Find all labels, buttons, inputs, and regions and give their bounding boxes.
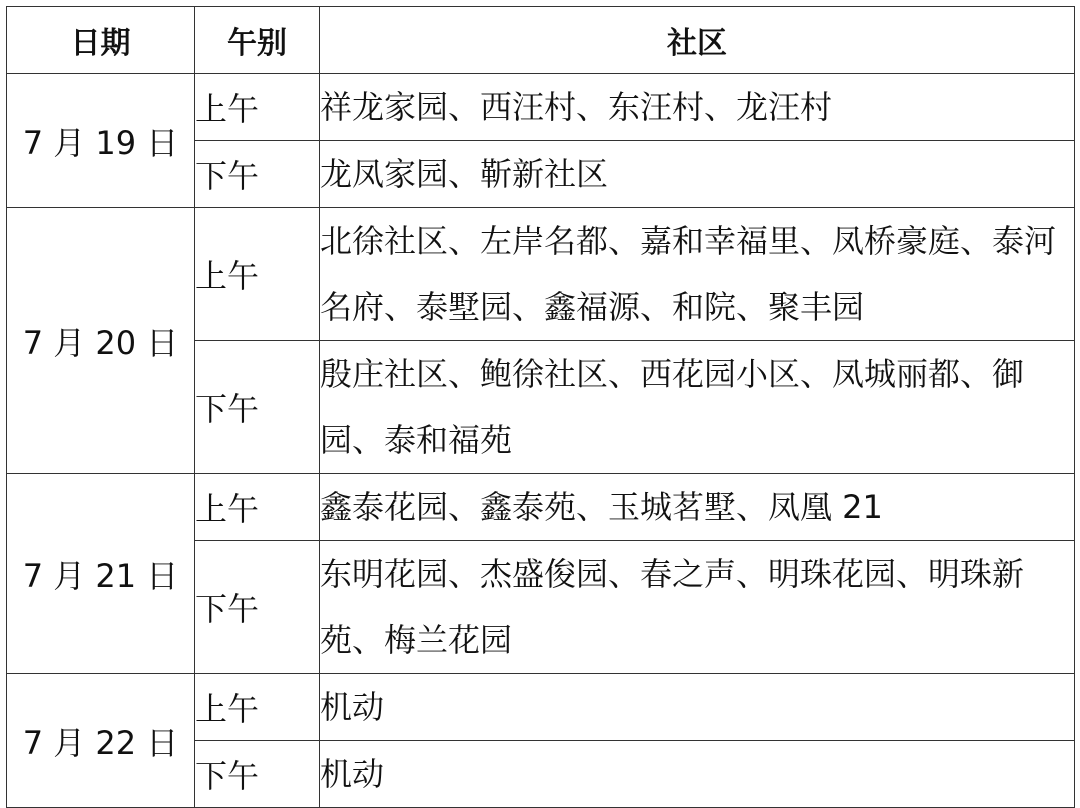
header-community: 社区 xyxy=(320,7,1075,74)
header-period: 午别 xyxy=(195,7,320,74)
date-cell: 7 月 22 日 xyxy=(7,674,195,808)
community-cell: 东明花园、杰盛俊园、春之声、明珠花园、明珠新苑、梅兰花园 xyxy=(320,541,1075,674)
date-cell: 7 月 21 日 xyxy=(7,474,195,674)
date-cell: 7 月 19 日 xyxy=(7,74,195,208)
header-row xyxy=(7,7,1075,74)
period-cell: 下午 xyxy=(195,541,320,674)
community-cell: 龙凤家园、靳新社区 xyxy=(320,141,1075,208)
period-cell: 上午 xyxy=(195,474,320,541)
period-cell: 上午 xyxy=(195,674,320,741)
community-cell: 祥龙家园、西汪村、东汪村、龙汪村 xyxy=(320,74,1075,141)
table-row xyxy=(7,74,1075,141)
table-row xyxy=(7,208,1075,341)
community-cell: 殷庄社区、鲍徐社区、西花园小区、凤城丽都、御园、泰和福苑 xyxy=(320,341,1075,474)
community-cell: 鑫泰花园、鑫泰苑、玉城茗墅、凤凰 21 xyxy=(320,474,1075,541)
community-cell: 机动 xyxy=(320,674,1075,741)
table-row xyxy=(7,474,1075,541)
header-date: 日期 xyxy=(7,7,195,74)
period-cell: 上午 xyxy=(195,208,320,341)
community-cell: 北徐社区、左岸名都、嘉和幸福里、凤桥豪庭、泰河名府、泰墅园、鑫福源、和院、聚丰园 xyxy=(320,208,1075,341)
period-cell: 下午 xyxy=(195,741,320,808)
schedule-table xyxy=(6,6,1075,808)
period-cell: 下午 xyxy=(195,341,320,474)
date-cell: 7 月 20 日 xyxy=(7,208,195,474)
community-cell: 机动 xyxy=(320,741,1075,808)
table-row xyxy=(7,674,1075,741)
period-cell: 下午 xyxy=(195,141,320,208)
period-cell: 上午 xyxy=(195,74,320,141)
